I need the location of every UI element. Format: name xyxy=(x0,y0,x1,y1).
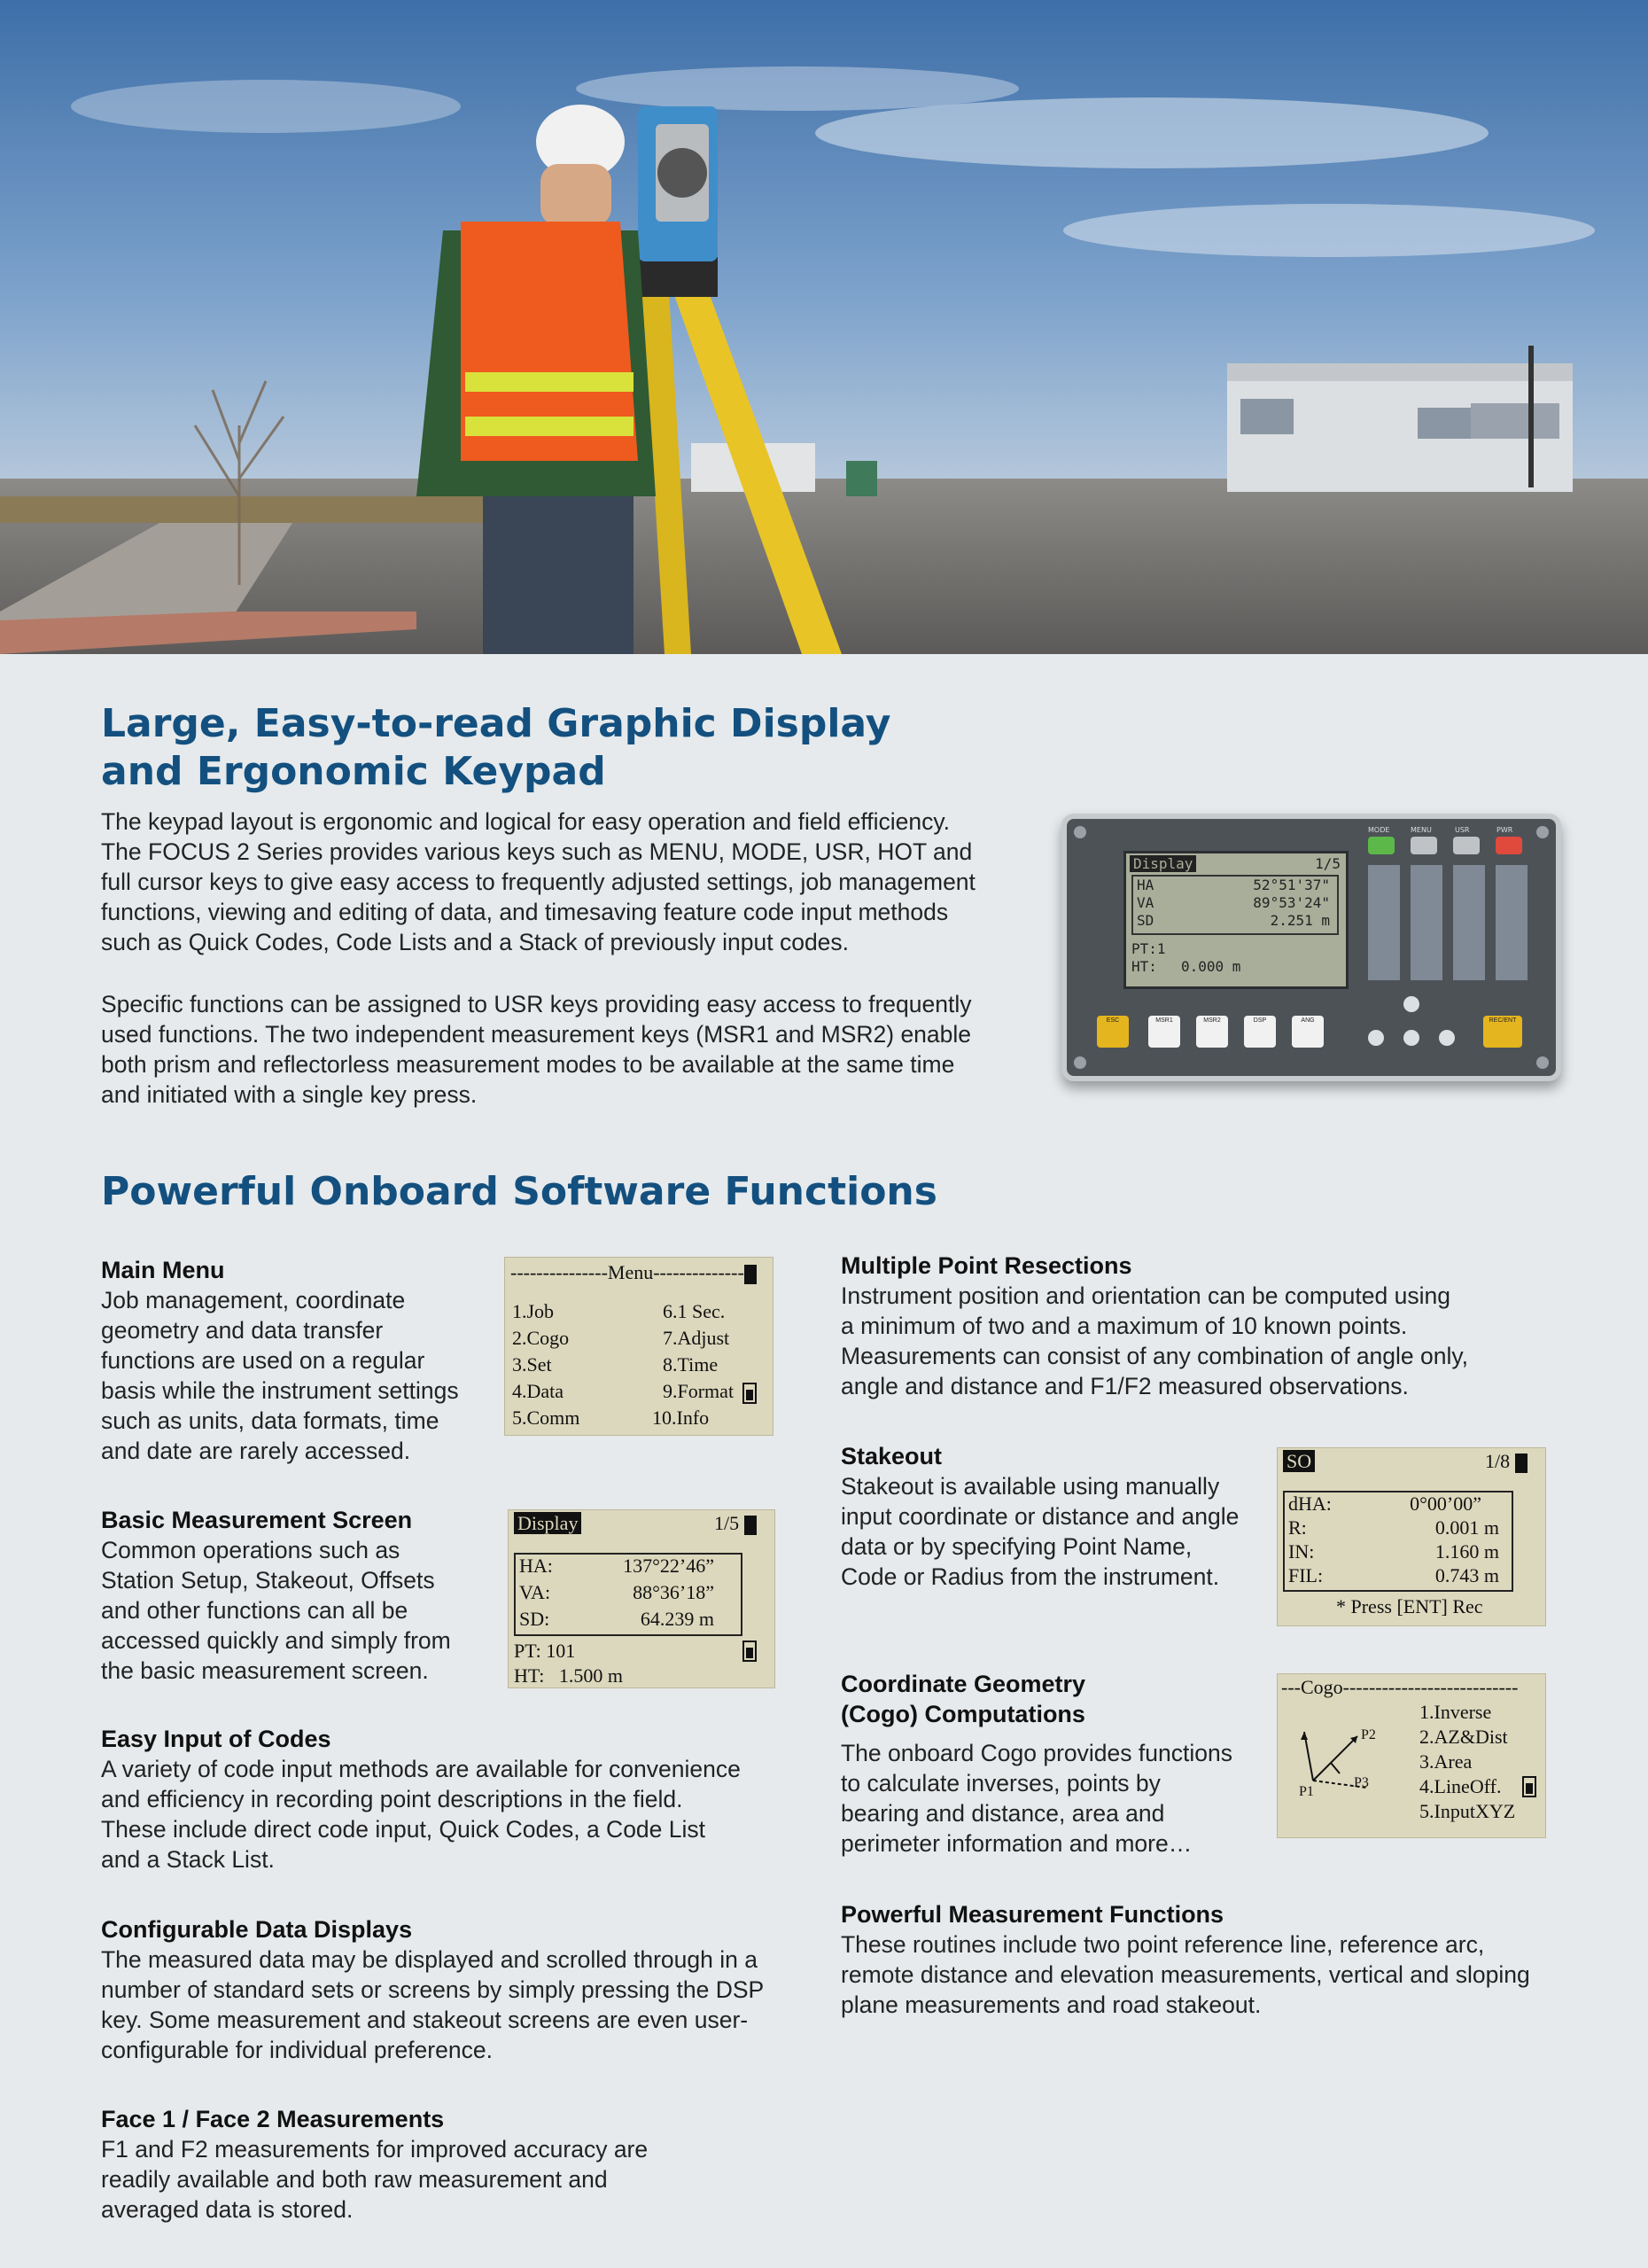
text-line: readily available and both raw measurement and xyxy=(101,2166,608,2193)
screen-page xyxy=(714,1512,757,1535)
configurable-block xyxy=(101,1914,810,2065)
text-line: both prism and reflectorless measurement modes to be available at the same time xyxy=(101,1051,955,1078)
measurement-block xyxy=(841,1899,1603,2020)
row-value: 1.160 m xyxy=(1434,1540,1499,1563)
point-p3-label: P3 xyxy=(1354,1775,1369,1790)
basic-measurement-block xyxy=(101,1505,491,1686)
text-line: angle and distance and F1/F2 measured observations. xyxy=(841,1373,1409,1399)
stakeout-footer: * Press [ENT] Rec xyxy=(1336,1595,1483,1617)
resections-heading: Multiple Point Resections xyxy=(841,1252,1132,1279)
menu-item: 5.Comm xyxy=(512,1407,580,1429)
esc-key[interactable] xyxy=(1097,1016,1129,1048)
dsp-key[interactable] xyxy=(1244,1016,1276,1048)
text-line: A variety of code input methods are available for convenience xyxy=(101,1756,741,1782)
cogo-block xyxy=(841,1669,1266,1859)
title-line-2: and Ergonomic Keypad xyxy=(101,749,606,794)
main-menu-block xyxy=(101,1255,491,1466)
text-line: These routines include two point reference line, reference arc, xyxy=(841,1931,1485,1958)
keypad-image xyxy=(1061,814,1561,1081)
keypad-row-label: SD xyxy=(1137,912,1154,929)
screw-icon xyxy=(1536,1056,1549,1069)
cogo-heading-2: (Cogo) Computations xyxy=(841,1701,1085,1727)
text-line: such as units, data formats, time xyxy=(101,1407,439,1434)
battery-icon xyxy=(742,1380,757,1404)
section-title-software: Powerful Onboard Software Functions xyxy=(101,1169,937,1214)
row-value: 0°00’00” xyxy=(1410,1493,1481,1515)
text-line: perimeter information and more… xyxy=(841,1830,1193,1857)
text-line: Measurements can consist of any combination of angle only, xyxy=(841,1343,1469,1369)
battery-icon xyxy=(1522,1773,1536,1797)
screen-title: SO xyxy=(1283,1450,1315,1472)
menu-item: 8.Time xyxy=(663,1353,719,1376)
row-label: dHA: xyxy=(1288,1493,1332,1515)
screen-title: Display xyxy=(514,1512,581,1534)
basic-measurement-heading: Basic Measurement Screen xyxy=(101,1507,413,1533)
text-line: Station Setup, Stakeout, Offsets xyxy=(101,1567,435,1594)
text-line: data or by specifying Point Name, xyxy=(841,1533,1193,1560)
text-line: accessed quickly and simply from xyxy=(101,1627,451,1654)
text-line: key. Some measurement and stakeout screens are even user- xyxy=(101,2007,749,2033)
text-line: number of standard sets or screens by simply pressing the DSP xyxy=(101,1976,765,2003)
keypad-paragraph-1 xyxy=(101,807,1040,957)
keypad-row-label: VA xyxy=(1137,894,1154,911)
menu-item: 4.Data xyxy=(512,1380,564,1402)
menu-header-text: ---------------Menu-------------- xyxy=(510,1261,744,1283)
key-label: PWR xyxy=(1496,826,1513,834)
title-line-1: Large, Easy-to-read Graphic Display xyxy=(101,701,891,746)
text-line: functions, viewing and editing of data, and timesaving feature code input methods xyxy=(101,899,949,925)
row-value: 64.239 m xyxy=(640,1608,714,1630)
resections-block xyxy=(841,1251,1567,1401)
row-label: VA: xyxy=(519,1581,551,1603)
text-line: Job management, coordinate xyxy=(101,1287,406,1313)
text-line: a minimum of two and a maximum of 10 known points. xyxy=(841,1313,1408,1339)
menu-screen xyxy=(504,1257,773,1436)
text-line: and date are rarely accessed. xyxy=(101,1438,411,1464)
menu-item: 6.1 Sec. xyxy=(663,1300,726,1322)
menu-item: 2.Cogo xyxy=(512,1327,570,1349)
screen-page xyxy=(1485,1450,1528,1473)
cogo-item: 3.Area xyxy=(1419,1750,1473,1773)
text-line: and other functions can all be xyxy=(101,1597,408,1624)
screen-page-text: 1/5 xyxy=(714,1512,740,1534)
menu-item: 10.Info xyxy=(652,1407,710,1429)
text-line: averaged data is stored. xyxy=(101,2196,354,2223)
keypad-paragraph-2 xyxy=(101,989,1040,1110)
menu-key[interactable] xyxy=(1411,837,1437,854)
text-line: basis while the instrument settings xyxy=(101,1377,459,1404)
menu-item: 1.Job xyxy=(512,1300,555,1322)
key-label: MSR1 xyxy=(1155,1017,1173,1024)
usr-key[interactable] xyxy=(1453,837,1480,854)
ent-key[interactable] xyxy=(1483,1016,1522,1048)
text-line: These include direct code input, Quick Codes, a Code List xyxy=(101,1816,706,1843)
cogo-screen xyxy=(1277,1673,1546,1838)
keypad-screen-title: Display xyxy=(1130,855,1196,872)
text-line: to calculate inverses, points by xyxy=(841,1770,1161,1796)
main-menu-heading: Main Menu xyxy=(101,1257,225,1283)
key-label: ESC xyxy=(1106,1017,1120,1024)
text-line: The onboard Cogo provides functions xyxy=(841,1740,1232,1766)
cogo-item: 4.LineOff. xyxy=(1419,1775,1502,1797)
row-label: SD: xyxy=(519,1608,550,1630)
menu-item: 9.Format xyxy=(663,1380,735,1402)
height-label: HT: 1.500 m xyxy=(514,1664,623,1687)
row-label: IN: xyxy=(1288,1540,1315,1563)
text-line: used functions. The two independent measurement keys (MSR1 and MSR2) enable xyxy=(101,1021,972,1048)
text-line: and efficiency in recording point descriptions in the field. xyxy=(101,1786,683,1812)
menu-item: 3.Set xyxy=(512,1353,552,1376)
battery-icon xyxy=(744,1265,757,1284)
screen-page-text: 1/8 xyxy=(1485,1450,1511,1472)
keypad-row-label: HA xyxy=(1137,877,1154,893)
measurement-box xyxy=(514,1553,742,1636)
point-p1-label: P1 xyxy=(1299,1784,1314,1799)
text-line: and initiated with a single key press. xyxy=(101,1081,478,1108)
text-line: the basic measurement screen. xyxy=(101,1657,429,1684)
key-label: MODE xyxy=(1368,826,1390,834)
text-line: The measured data may be displayed and scrolled through in a xyxy=(101,1946,758,1973)
battery-icon xyxy=(1515,1454,1528,1473)
cursor-keys[interactable] xyxy=(1359,996,1465,1049)
text-line: The keypad layout is ergonomic and logical for easy operation and field efficiency. xyxy=(101,808,950,835)
msr2-key[interactable] xyxy=(1196,1016,1228,1048)
stakeout-box xyxy=(1283,1491,1513,1592)
text-line: input coordinate or distance and angle xyxy=(841,1503,1240,1530)
row-label: R: xyxy=(1288,1516,1307,1539)
text-line: such as Quick Codes, Code Lists and a Stack of previously input codes. xyxy=(101,929,850,955)
keypad-ht-label: HT: xyxy=(1131,958,1157,975)
text-line: Instrument position and orientation can be computed using xyxy=(841,1282,1450,1309)
key-label: USR xyxy=(1455,826,1470,834)
msr1-key[interactable] xyxy=(1148,1016,1180,1048)
text-line: and a Stack List. xyxy=(101,1846,275,1873)
battery-icon xyxy=(742,1638,757,1662)
text-line: F1 and F2 measurements for improved accuracy are xyxy=(101,2136,649,2163)
key-label: DSP xyxy=(1253,1017,1267,1024)
keypad-row-value: 52°51'37" xyxy=(1253,877,1330,893)
stakeout-block xyxy=(841,1441,1266,1592)
text-line: remote distance and elevation measurements, vertical and sloping xyxy=(841,1961,1530,1988)
battery-icon xyxy=(744,1516,757,1535)
key-label: REC/ENT xyxy=(1489,1017,1517,1024)
text-line: The FOCUS 2 Series provides various keys such as MENU, MODE, USR, HOT and xyxy=(101,838,973,865)
cogo-heading-1: Coordinate Geometry xyxy=(841,1671,1086,1697)
power-key[interactable] xyxy=(1496,837,1522,854)
screw-icon xyxy=(1074,826,1086,838)
screw-icon xyxy=(1074,1056,1086,1069)
face-heading: Face 1 / Face 2 Measurements xyxy=(101,2106,445,2132)
stakeout-screen xyxy=(1277,1447,1546,1626)
keypad-ht-value: 0.000 m xyxy=(1181,958,1241,975)
section-title-display xyxy=(101,700,987,796)
keypad-screen-page: 1/5 xyxy=(1315,855,1341,872)
keypad-lcd xyxy=(1123,851,1349,989)
menu-item: 7.Adjust xyxy=(663,1327,730,1349)
row-value: 88°36’18” xyxy=(633,1581,714,1603)
codes-block xyxy=(101,1724,810,1874)
hero-photo xyxy=(0,0,1648,654)
text-line: geometry and data transfer xyxy=(101,1317,384,1344)
key-label: ANG xyxy=(1301,1017,1315,1024)
key-label: MSR2 xyxy=(1203,1017,1221,1024)
row-value: 0.001 m xyxy=(1434,1516,1499,1539)
configurable-heading: Configurable Data Displays xyxy=(101,1916,413,1943)
keypad-pt: PT:1 xyxy=(1131,940,1166,957)
text-line: Stakeout is available using manually xyxy=(841,1473,1220,1500)
cogo-item: 5.InputXYZ xyxy=(1419,1800,1516,1822)
text-line: functions are used on a regular xyxy=(101,1347,425,1374)
text-line: Common operations such as xyxy=(101,1537,400,1563)
row-value: 137°22’46” xyxy=(623,1555,714,1577)
key-label: MENU xyxy=(1411,826,1432,834)
cogo-item: 2.AZ&Dist xyxy=(1419,1726,1508,1748)
ang-key[interactable] xyxy=(1292,1016,1324,1048)
row-label: HA: xyxy=(519,1555,553,1577)
codes-heading: Easy Input of Codes xyxy=(101,1726,331,1752)
row-value: 0.743 m xyxy=(1434,1564,1499,1586)
point-p2-label: P2 xyxy=(1361,1727,1376,1742)
point-label: PT: 101 xyxy=(514,1640,576,1662)
keypad-row-value: 2.251 m xyxy=(1270,912,1330,929)
text-line: Code or Radius from the instrument. xyxy=(841,1563,1220,1590)
numeric-keypad xyxy=(1368,865,1528,980)
mode-key[interactable] xyxy=(1368,837,1395,854)
face-block xyxy=(101,2104,810,2225)
basic-measurement-screen xyxy=(508,1509,775,1688)
cogo-screen-header: ---Cogo--------------------------- xyxy=(1281,1676,1519,1698)
stakeout-heading: Stakeout xyxy=(841,1443,943,1469)
text-line: bearing and distance, area and xyxy=(841,1800,1165,1827)
row-label: FIL: xyxy=(1288,1564,1324,1586)
text-line: plane measurements and road stakeout. xyxy=(841,1991,1262,2018)
text-line: full cursor keys to give easy access to frequently adjusted settings, job management xyxy=(101,869,976,895)
keypad-row-value: 89°53'24" xyxy=(1253,894,1330,911)
text-line: Specific functions can be assigned to USR keys providing easy access to frequently xyxy=(101,991,972,1017)
cogo-item: 1.Inverse xyxy=(1419,1701,1492,1723)
measurement-heading: Powerful Measurement Functions xyxy=(841,1901,1224,1928)
screw-icon xyxy=(1536,826,1549,838)
menu-screen-header xyxy=(510,1261,757,1284)
text-line: configurable for individual preference. xyxy=(101,2037,493,2063)
